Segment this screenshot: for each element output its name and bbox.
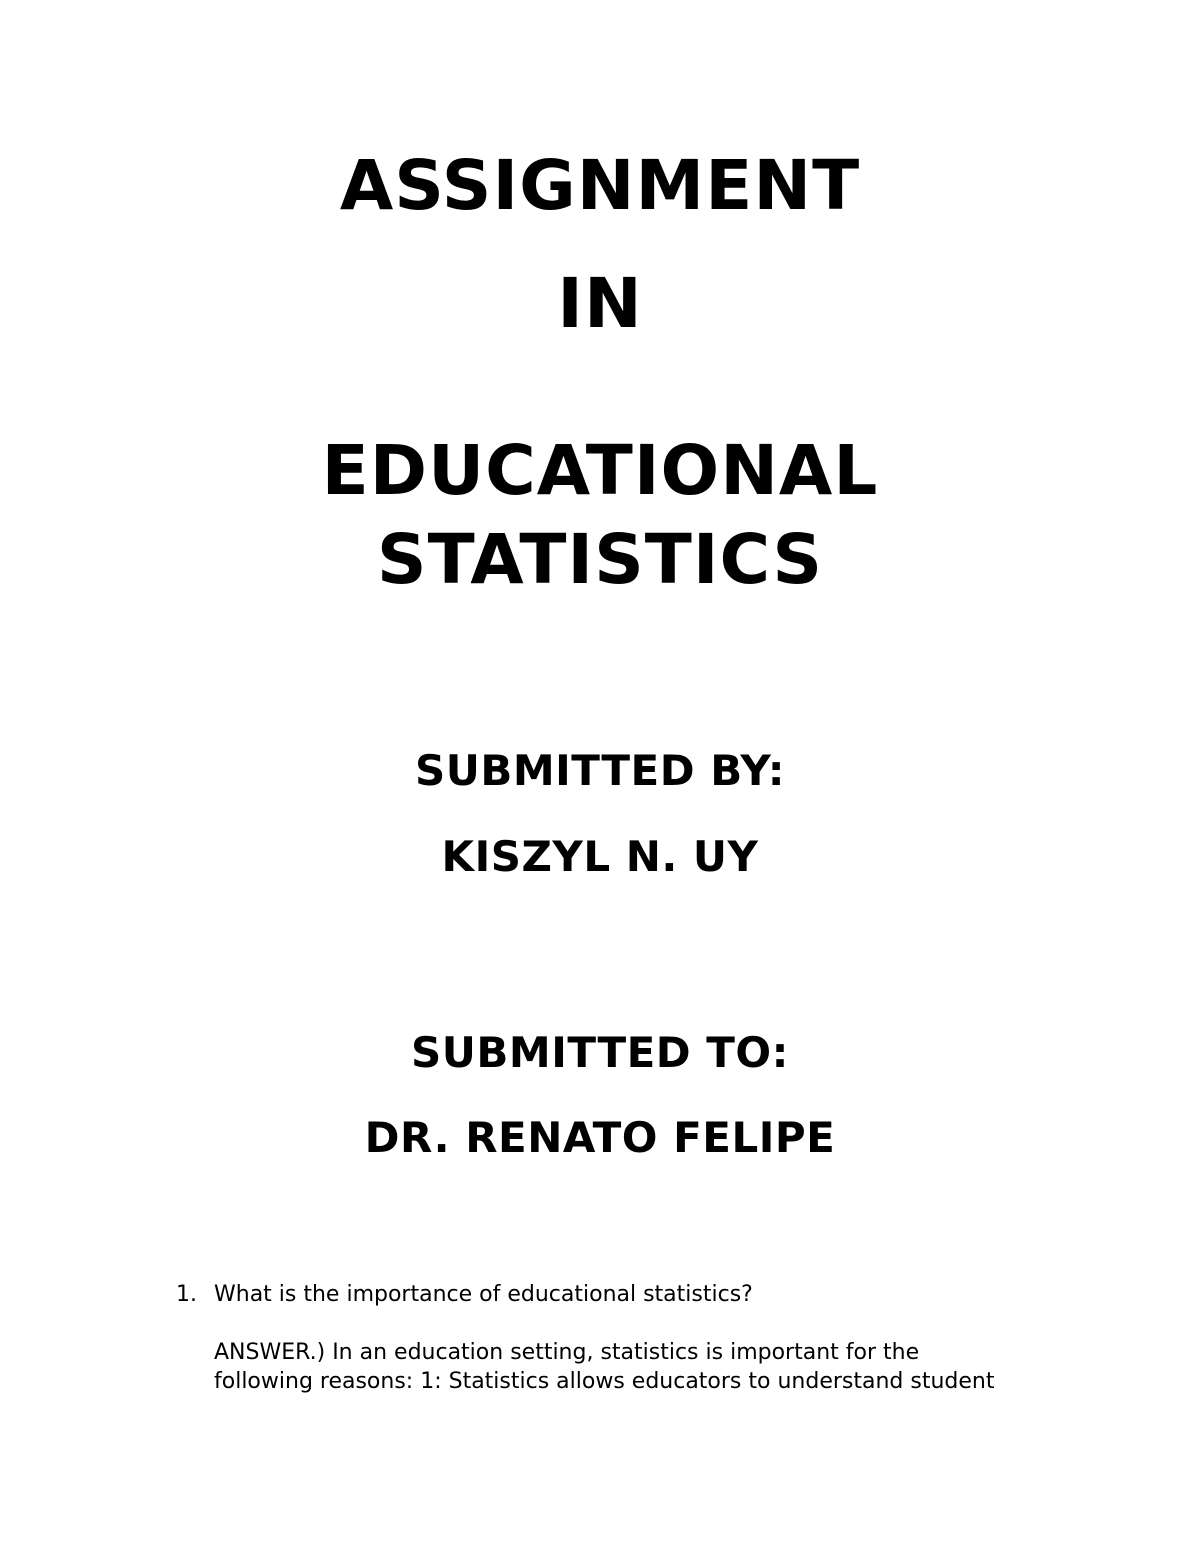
question-text: What is the importance of educational statistics? — [214, 1282, 753, 1307]
answer-text: ANSWER.) In an education setting, statistics is important for the following reasons: 1: Statistics allows educators to understand student — [214, 1340, 995, 1394]
subject-line-educational: EDUCATIONAL — [321, 431, 879, 511]
title-line-in: IN — [557, 264, 643, 344]
submitted-by-name: KISZYL N. UY — [441, 832, 759, 881]
submitted-to-label: SUBMITTED TO: — [411, 1028, 789, 1077]
question-list — [176, 1280, 1076, 1396]
submitted-to-name: DR. RENATO FELIPE — [364, 1113, 836, 1162]
question-item — [176, 1280, 1076, 1309]
title-line-assignment: ASSIGNMENT — [339, 146, 861, 226]
submitted-by-label: SUBMITTED BY: — [414, 746, 785, 795]
question-number: 1. — [176, 1282, 197, 1307]
subject-line-statistics: STATISTICS — [376, 520, 824, 600]
